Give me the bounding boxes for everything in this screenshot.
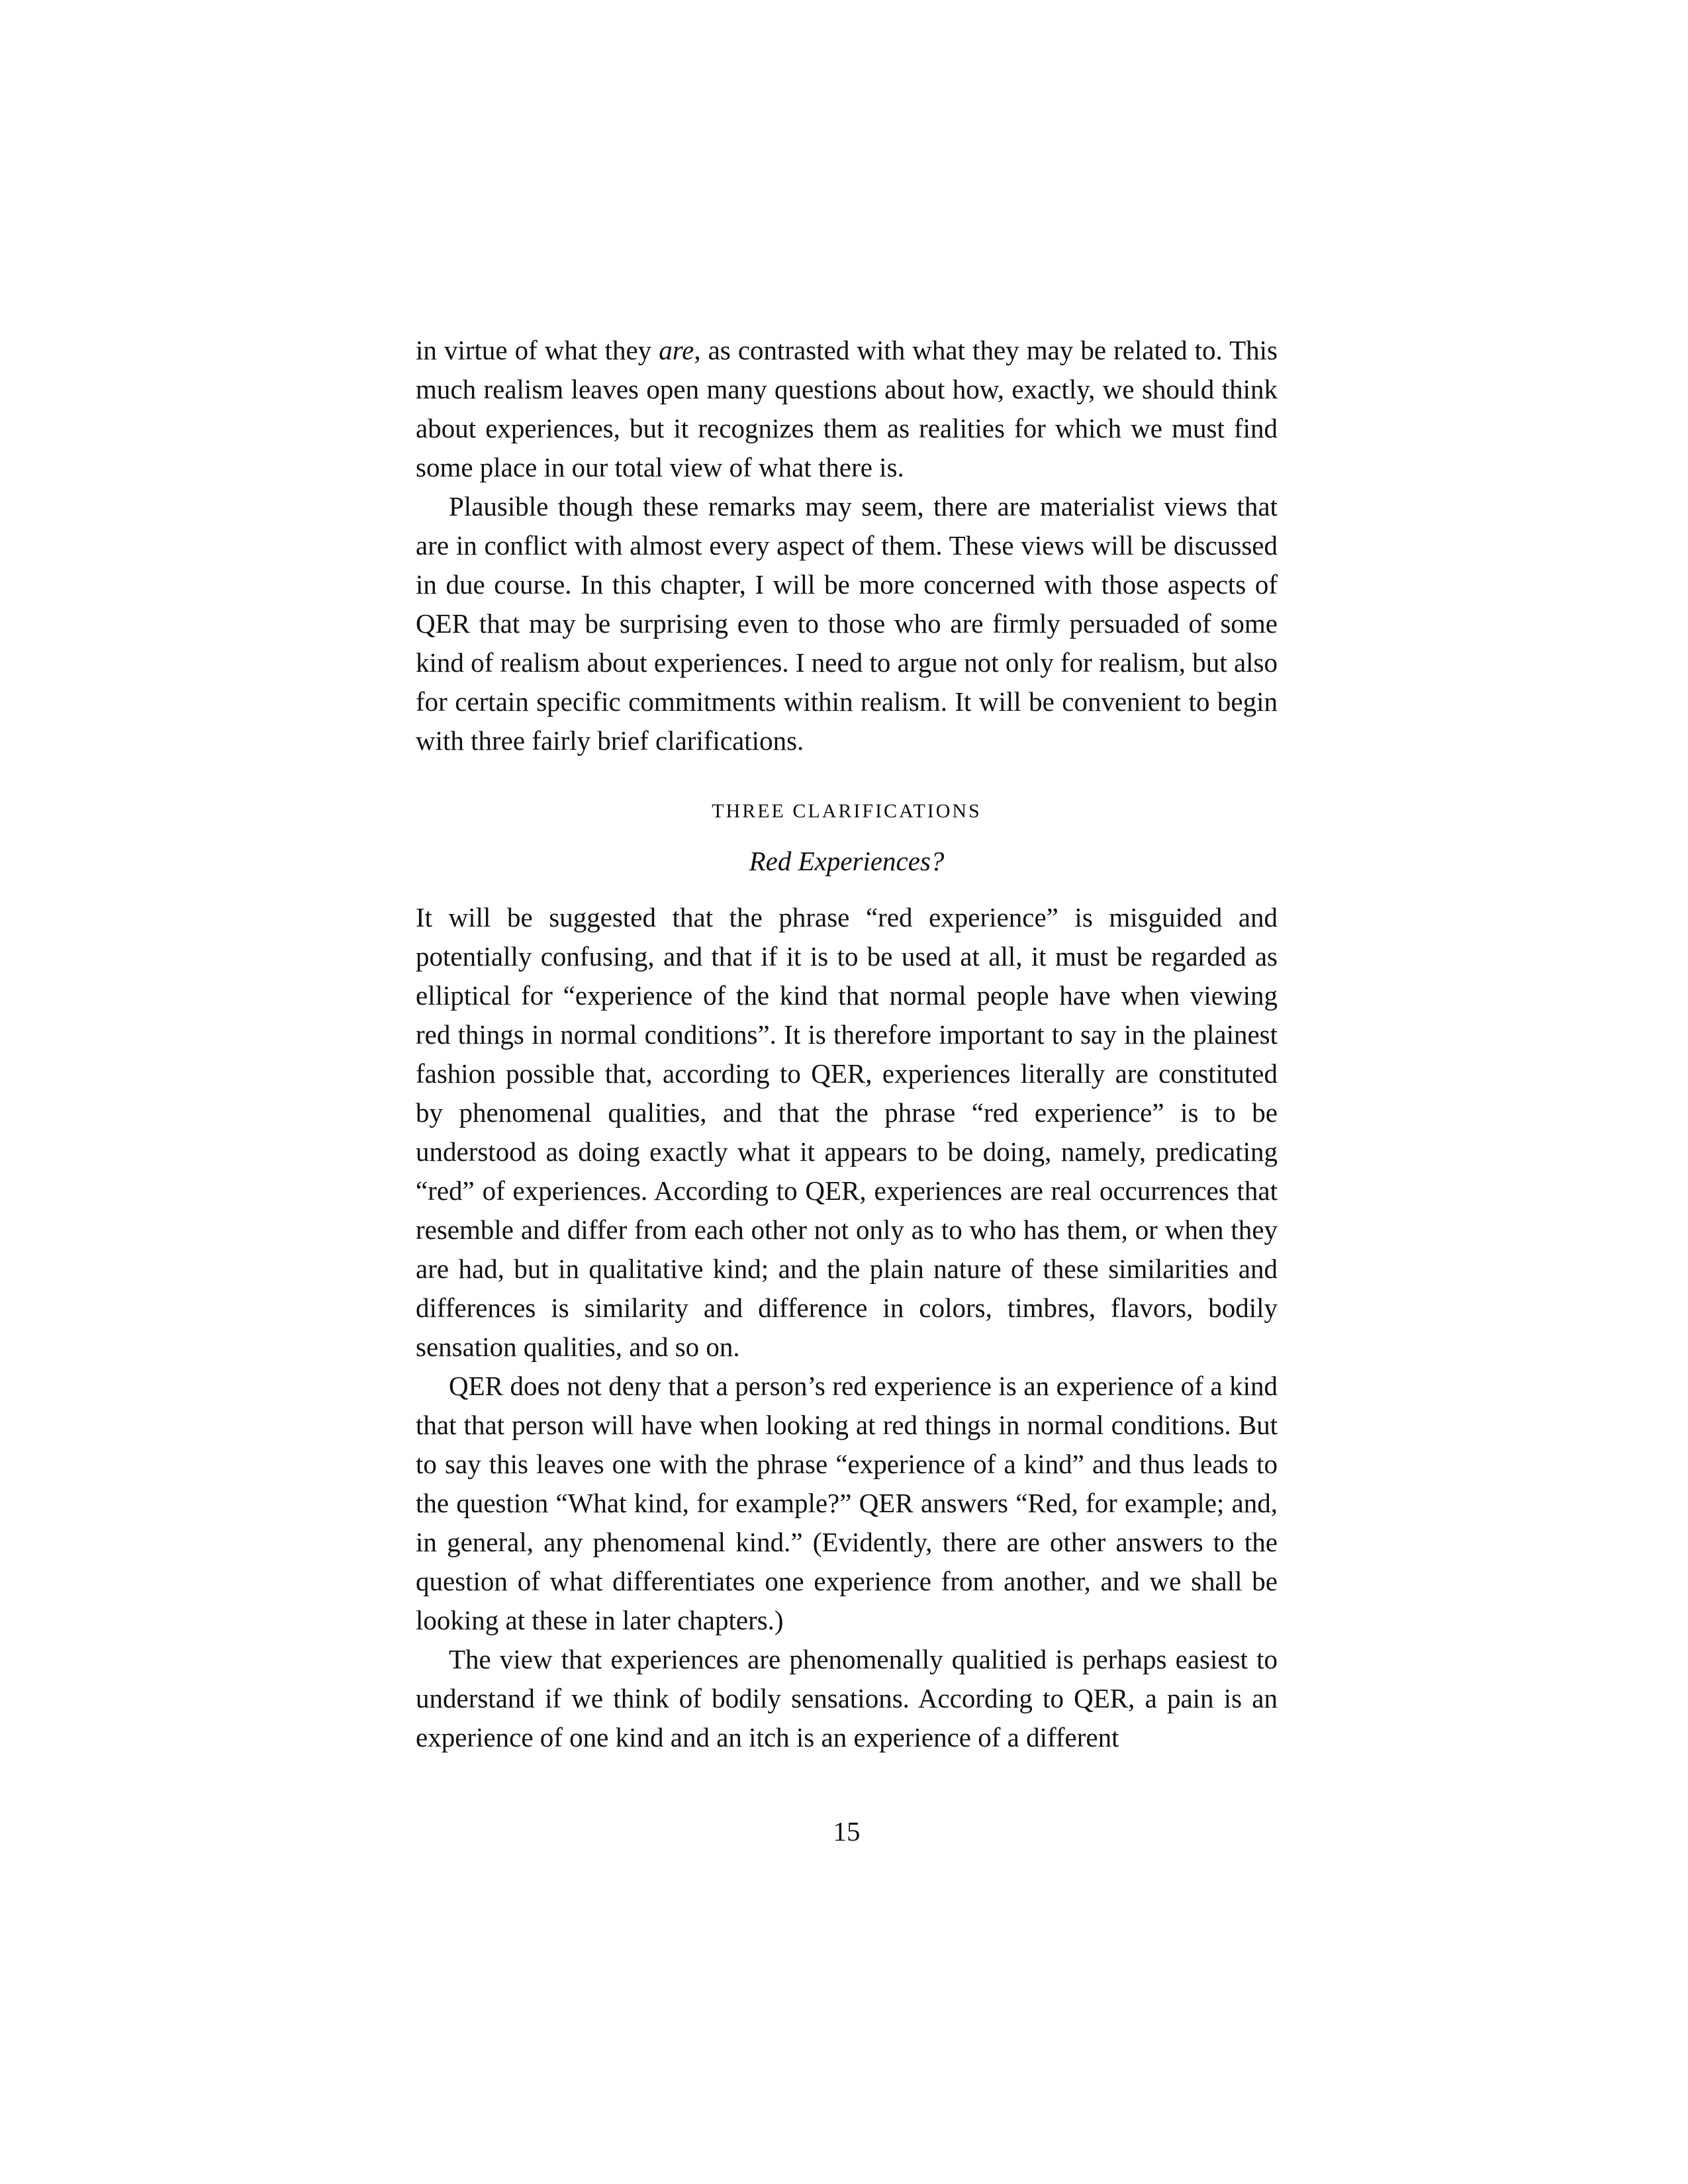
section-heading: THREE CLARIFICATIONS <box>712 800 982 822</box>
paragraph-text: , as contrasted with what they may be related to. This much realism leaves open many questions about how, exactly, we should think about experiences, but it recognizes them as realities for which we must find some place in our total view of what there is. <box>416 335 1278 482</box>
paragraph: QER does not deny that a person’s red experience is an experience of a kind that that person will have when looking at red things in normal conditions. But to say this leaves one with the phrase “experience of a kind” and thus leads to the question “What kind, for example?” QER answers “Red, for example; and, in general, any phenomenal kind.” (Evidently, there are other answers to the question of what differentiates one experience from another, and we shall be looking at these in later chapters.) <box>416 1371 1278 1635</box>
emphasis-text: are <box>659 335 694 365</box>
body-text-bottom <box>416 898 1278 1757</box>
paragraph: The view that experiences are phenomenally qualitied is perhaps easiest to understand if we think of bodily sensations. According to QER, a pain is an experience of one kind and an itch is an experience of a different <box>416 1644 1278 1752</box>
paragraph-text: in virtue of what they <box>416 335 659 365</box>
page-number: 15 <box>833 1816 861 1846</box>
paragraph: It will be suggested that the phrase “red experience” is misguided and potentially confusing, and that if it is to be used at all, it must be regarded as elliptical for “experience of the kind that normal people have when viewing red things in normal conditions”. It is therefore important to say in the plainest fashion possible that, according to QER, experiences literally are constituted by phenomenal qualities, and that the phrase “red experience” is to be understood as doing exactly what it appears to be doing, namely, predicating “red” of experiences. According to QER, experiences are real occurrences that resemble and differ from each other not only as to who has them, or when they are had, but in qualitative kind; and the plain nature of these similarities and differences is similarity and difference in colors, timbres, flavors, bodily sensation qualities, and so on. <box>416 902 1278 1362</box>
body-text-top <box>416 331 1278 760</box>
paragraph: Plausible though these remarks may seem, there are materialist views that are in conflict with almost every aspect of them. These views will be discussed in due course. In this chapter, I will be more concerned with those aspects of QER that may be surprising even to those who are firmly persuaded of some kind of realism about experiences. I need to argue not only for realism, but also for certain specific commitments within realism. It will be convenient to begin with three fairly brief clarifications. <box>416 491 1278 756</box>
paragraph-continuation <box>416 331 1278 487</box>
subsection-heading: Red Experiences? <box>749 846 945 876</box>
